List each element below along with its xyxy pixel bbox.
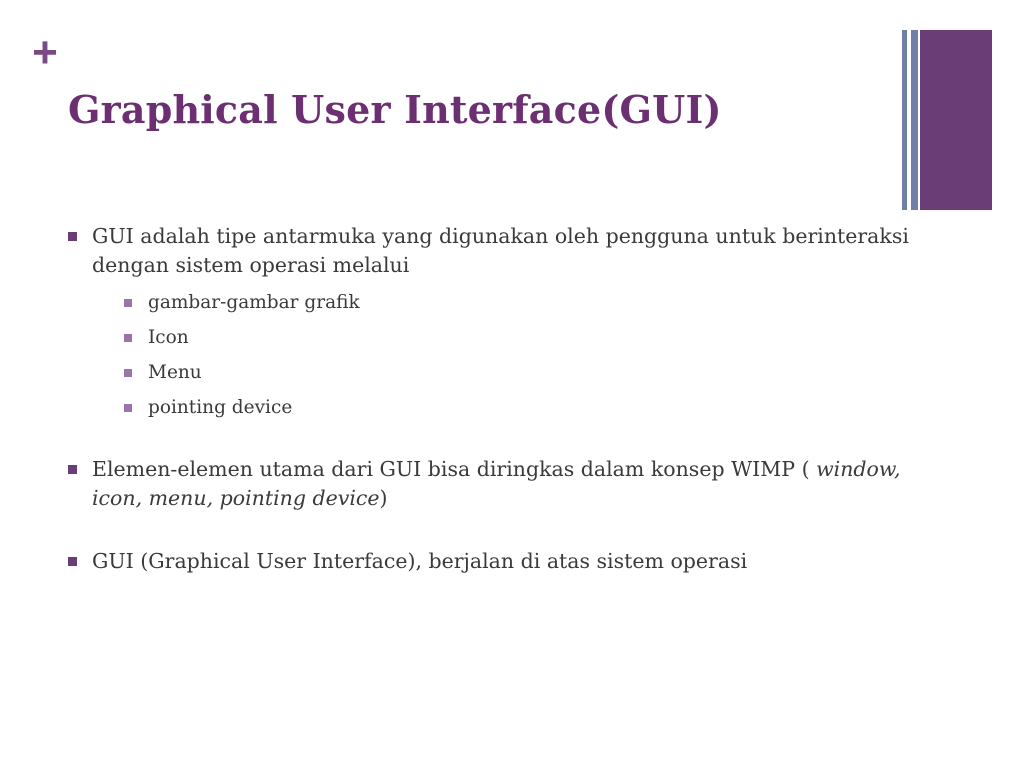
decoration-bar-block — [920, 30, 992, 210]
page-title: Graphical User Interface(GUI) — [68, 87, 722, 133]
bullet-square-icon — [68, 465, 77, 474]
list-item — [120, 325, 932, 351]
bullet-square-icon — [68, 232, 77, 241]
bullet-square-icon — [124, 369, 132, 377]
bullet-square-icon — [124, 299, 132, 307]
list-item — [62, 222, 932, 421]
bullet-square-icon — [124, 334, 132, 342]
bullet-text: gambar-gambar grafik — [148, 292, 360, 313]
bullet-list-level1 — [62, 222, 932, 576]
bullet-text-prefix: Elemen-elemen utama dari GUI bisa diringkas dalam konsep WIMP ( — [92, 457, 817, 481]
bullet-text: GUI adalah tipe antarmuka yang digunakan oleh pengguna untuk berinteraksi dengan sistem operasi melalui — [92, 224, 909, 277]
bullet-text-italic: window, icon, menu, pointing device — [92, 457, 901, 510]
decoration-bar-thin-right — [911, 30, 918, 210]
list-item — [120, 360, 932, 386]
slide-body — [62, 222, 932, 598]
list-spacer — [62, 535, 932, 547]
corner-decoration-bars — [902, 30, 992, 210]
bullet-text: GUI (Graphical User Interface), berjalan di atas sistem operasi — [92, 549, 748, 573]
list-item — [62, 547, 932, 576]
list-spacer — [62, 443, 932, 455]
bullet-text: Menu — [148, 362, 202, 383]
plus-decoration-icon: + — [32, 28, 58, 77]
list-item — [120, 395, 932, 421]
list-item — [120, 290, 932, 316]
bullet-list-level2 — [92, 290, 932, 421]
bullet-text: Icon — [148, 327, 189, 348]
bullet-square-icon — [124, 404, 132, 412]
bullet-square-icon — [68, 557, 77, 566]
decoration-bar-thin-left — [902, 30, 907, 210]
bullet-text-suffix: ) — [379, 486, 388, 510]
list-item — [62, 455, 932, 513]
bullet-text: pointing device — [148, 397, 293, 418]
